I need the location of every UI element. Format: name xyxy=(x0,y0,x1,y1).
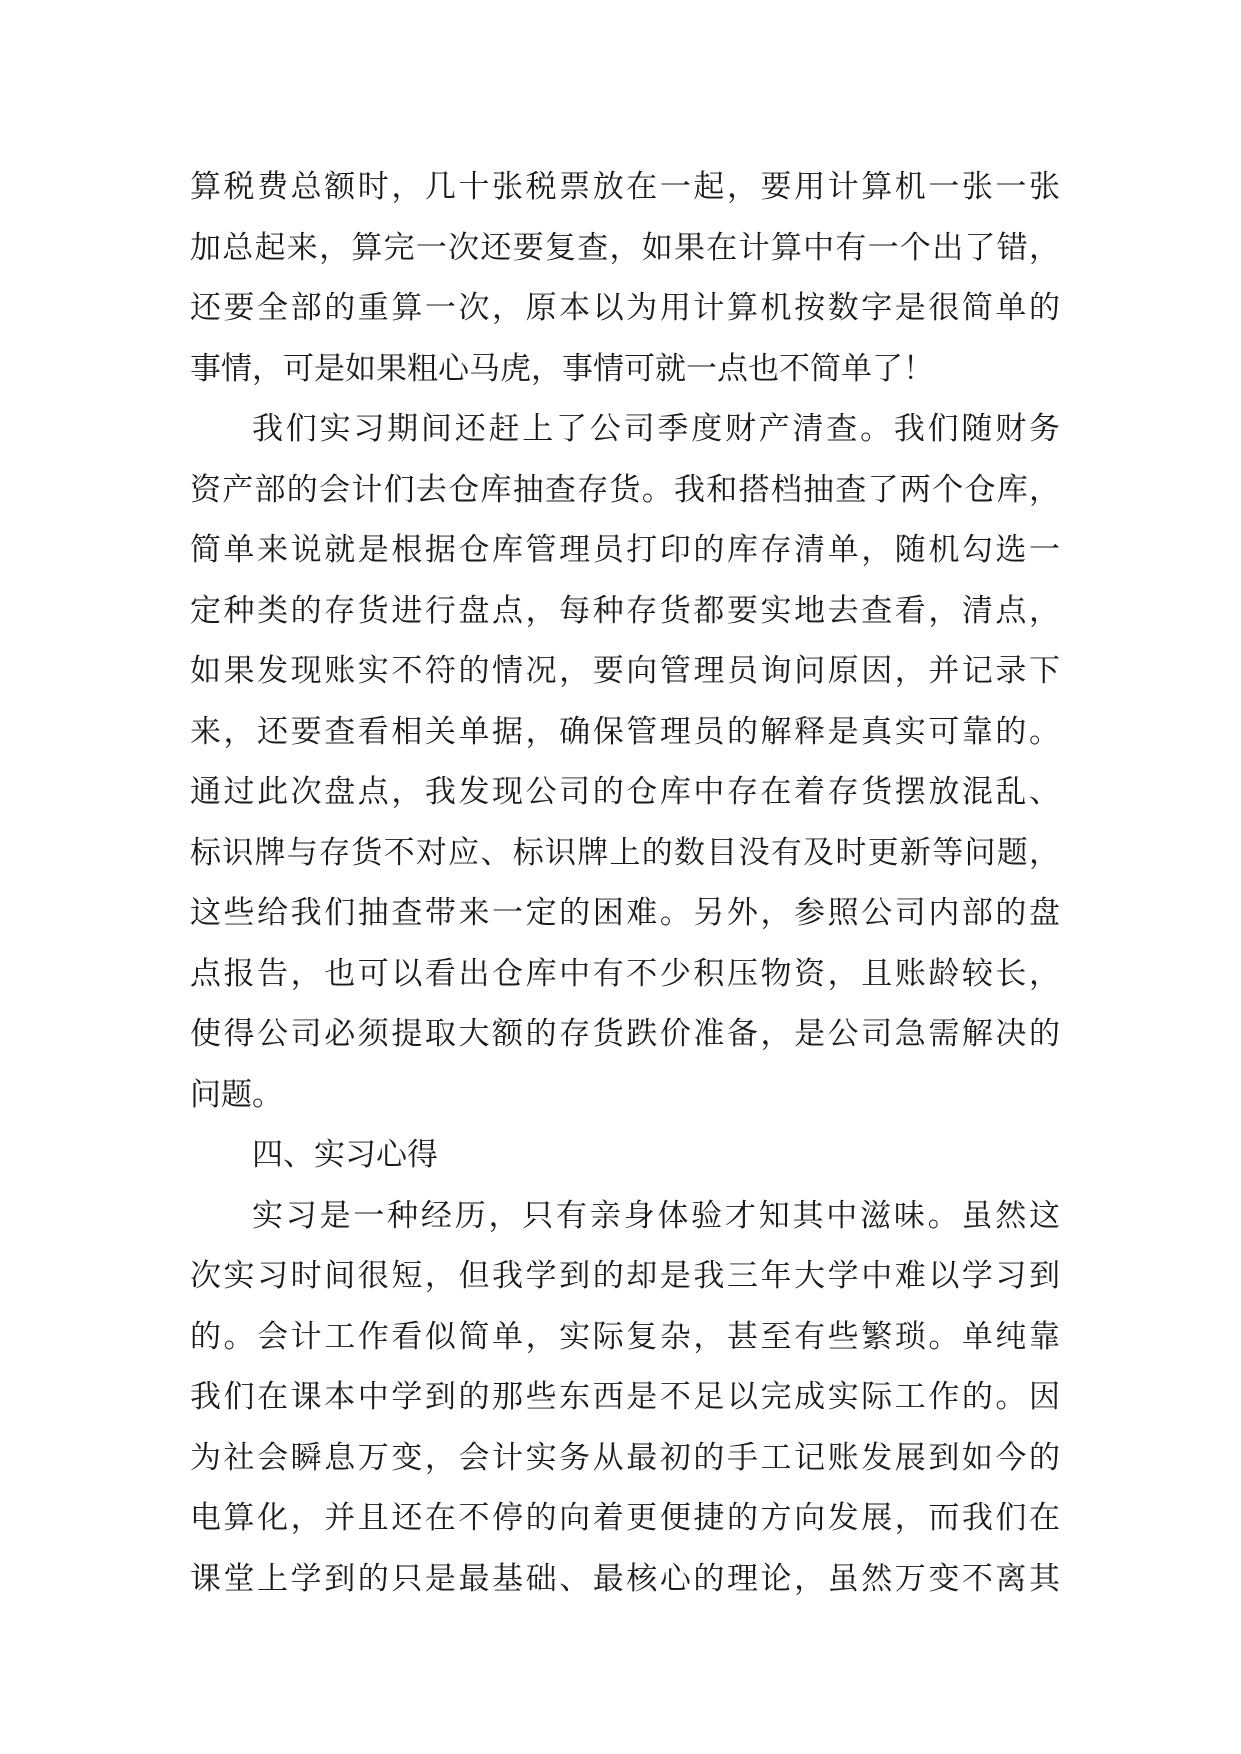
text-line: 电算化，并且还在不停的向着更便捷的方向发展，而我们在 xyxy=(190,1500,1060,1536)
text-line: 资产部的会计们去仓库抽查存货。我和搭档抽查了两个仓库， xyxy=(190,471,1060,508)
text-line: 标识牌与存货不对应、标识牌上的数目没有及时更新等问题， xyxy=(190,834,1060,871)
text-line: 使得公司必须提取大额的存货跌价准备，是公司急需解决的 xyxy=(190,1016,1060,1052)
text-line: 实习是一种经历，只有亲身体验才知其中滋味。虽然这 xyxy=(252,1197,1060,1234)
text-line: 通过此次盘点，我发现公司的仓库中存在着存货摆放混乱、 xyxy=(190,774,1060,810)
text-line: 定种类的存货进行盘点，每种存货都要实地去查看，清点， xyxy=(190,592,1060,629)
text-line: 课堂上学到的只是最基础、最核心的理论，虽然万变不离其 xyxy=(190,1560,1060,1597)
section-heading: 四、实习心得 xyxy=(252,1137,438,1173)
text-line: 事情，可是如果粗心马虎，事情可就一点也不简单了！ xyxy=(190,350,934,387)
text-line: 我们实习期间还赶上了公司季度财产清查。我们随财务 xyxy=(252,411,1060,447)
text-line: 来，还要查看相关单据，确保管理员的解释是真实可靠的。 xyxy=(190,713,1060,750)
text-line: 算税费总额时，几十张税票放在一起，要用计算机一张一张 xyxy=(190,169,1060,205)
text-line: 简单来说就是根据仓库管理员打印的库存清单，随机勾选一 xyxy=(190,532,1060,568)
text-line: 为社会瞬息万变，会计实务从最初的手工记账发展到如今的 xyxy=(190,1439,1060,1476)
text-line: 次实习时间很短，但我学到的却是我三年大学中难以学习到 xyxy=(190,1258,1060,1294)
body-text xyxy=(190,157,1060,1609)
text-line: 这些给我们抽查带来一定的困难。另外，参照公司内部的盘 xyxy=(190,895,1060,931)
text-line: 的。会计工作看似简单，实际复杂，甚至有些繁琐。单纯靠 xyxy=(190,1318,1060,1355)
text-line: 加总起来，算完一次还要复查，如果在计算中有一个出了错， xyxy=(190,229,1060,266)
text-line: 点报告，也可以看出仓库中有不少积压物资，且账龄较长， xyxy=(190,955,1060,992)
text-line: 如果发现账实不符的情况，要向管理员询问原因，并记录下 xyxy=(190,653,1060,689)
text-line: 还要全部的重算一次，原本以为用计算机按数字是很简单的 xyxy=(190,290,1060,326)
text-line: 我们在课本中学到的那些东西是不足以完成实际工作的。因 xyxy=(190,1379,1060,1415)
text-line: 问题。 xyxy=(190,1076,283,1113)
